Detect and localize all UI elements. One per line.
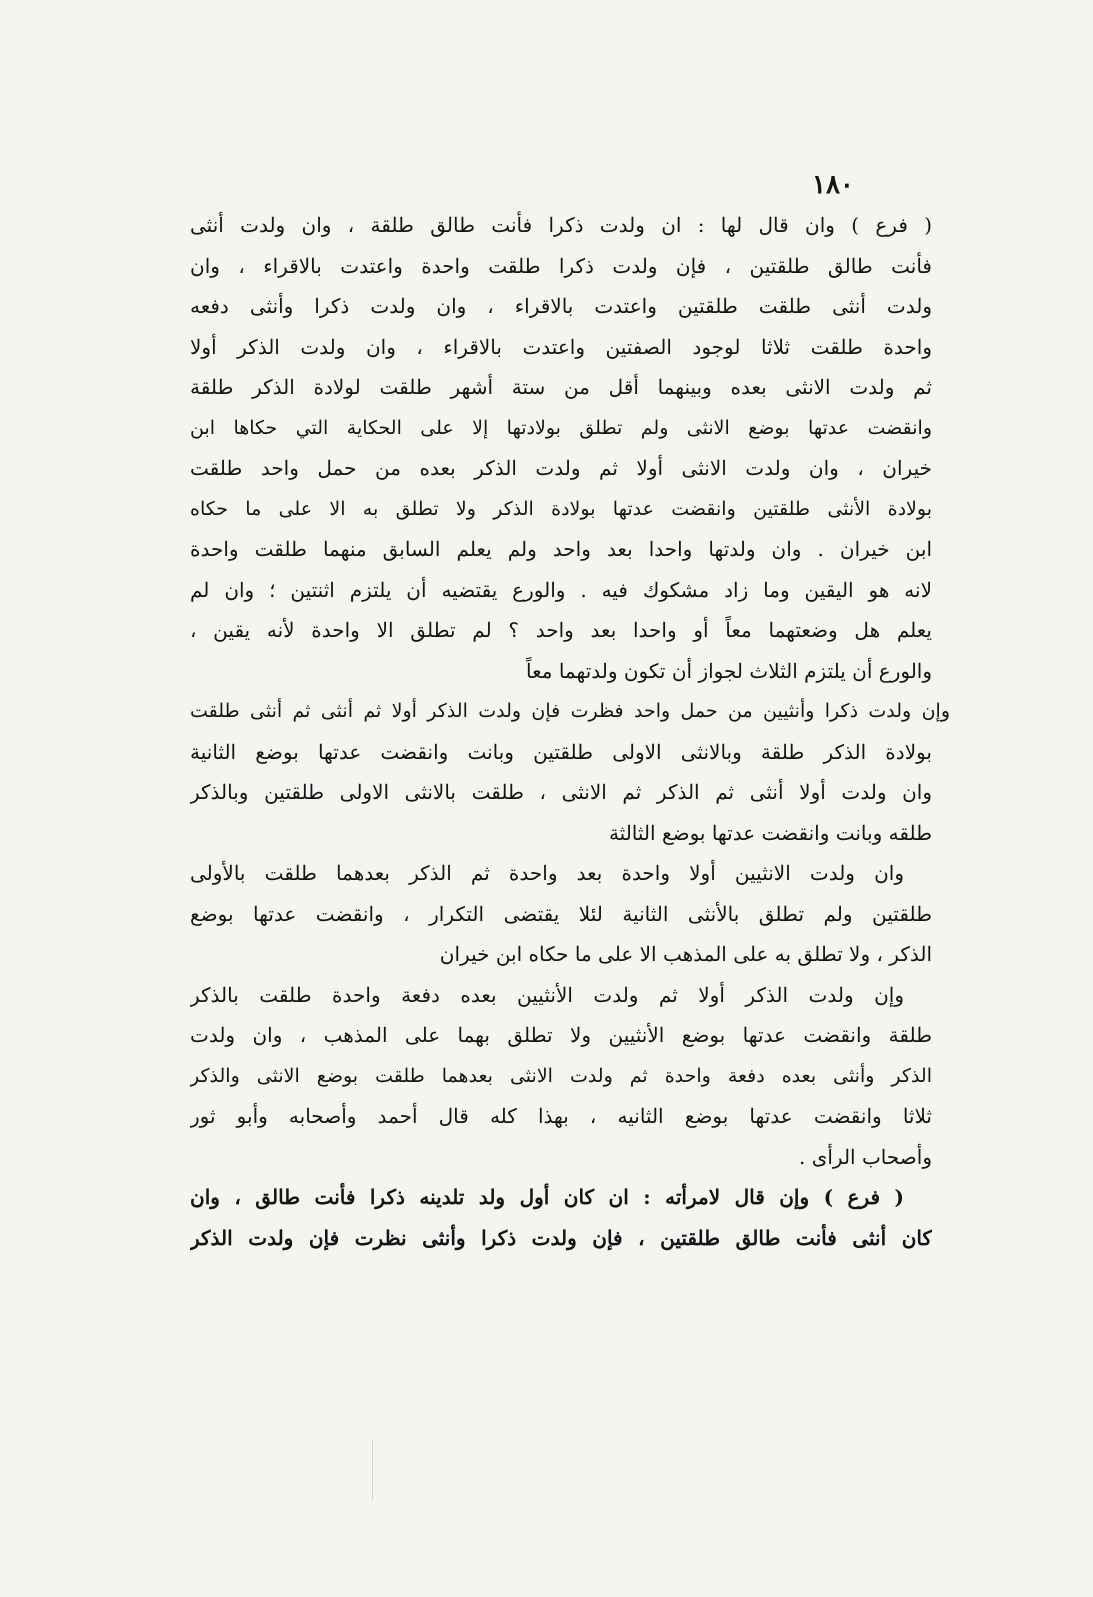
text-line: يعلم هل وضعتهما معاً أو واحدا بعد واحد ؟ لم تطلق الا واحدة لأنه يقين ،: [190, 618, 932, 642]
text-line: ثلاثا وانقضت عدتها بوضع الثانيه ، بهذا كله قال أحمد وأصحابه وأبو ثور: [190, 1104, 932, 1128]
text-line: طلقتين ولم تطلق بالأنثى الثانية لئلا يقتضى التكرار ، وانقضت عدتها بوضع: [190, 901, 932, 926]
text-line: واحدة طلقت ثلاثا لوجود الصفتين واعتدت بالاقراء ، وان ولدت الذكر أولا: [190, 334, 932, 359]
text-line: وإن ولدت ذكرا وأنثيين من حمل واحد فظرت فإن ولدت الذكر أولا ثم أنثى ثم أنثى طلقت: [190, 700, 950, 722]
page-number: ١٨٠: [812, 170, 854, 200]
text-line: وأصحاب الرأى .: [799, 1144, 932, 1169]
text-line: بولادة الذكر طلقة وبالانثى الاولى طلقتين وبانت وانقضت عدتها بوضع الثانية: [190, 739, 932, 764]
text-line: وإن ولدت الذكر أولا ثم ولدت الأنثيين بعده دفعة واحدة طلقت بالذكر: [190, 982, 904, 1007]
text-line: ( فرع ) وان قال لها : ان ولدت ذكرا فأنت طالق طلقة ، وان ولدت أنثى: [190, 213, 932, 237]
text-line: خيران ، وان ولدت الانثى أولا ثم ولدت الذكر بعده من حمل واحد طلقت: [190, 456, 932, 480]
text-line: طلقه وبانت وانقضت عدتها بوضع الثالثة: [608, 820, 932, 845]
text-line: الذكر وأنثى بعده دفعة واحدة ثم ولدت الانثى بعدهما طلقت بوضع الانثى والذكر: [190, 1064, 932, 1087]
text-line: فأنت طالق طلقتين ، فإن ولدت ذكرا طلقت واحدة واعتدت بالاقراء ، وان: [190, 253, 932, 278]
text-line: والورع أن يلتزم الثلاث لجواز أن تكون ولدتهما معاً: [526, 658, 932, 683]
text-line: الذكر ، ولا تطلق به على المذهب الا على ما حكاه ابن خيران: [439, 942, 932, 966]
text-line: ( فرع ) وإن قال لامرأته : ان كان أول ولد تلدينه ذكرا فأنت طالق ، وان: [190, 1185, 904, 1209]
text-line: ثم ولدت الانثى بعده وبينهما أقل من ستة أشهر طلقت لولادة الذكر طلقة: [190, 375, 932, 399]
text-line: كان أنثى فأنت طالق طلقتين ، فإن ولدت ذكرا وأنثى نظرت فإن ولدت الذكر: [190, 1225, 932, 1250]
text-line: ابن خيران . وان ولدتها واحدا بعد واحد ولم يعلم السابق منهما طلقت واحدة: [190, 537, 932, 561]
text-line: طلقة وانقضت عدتها بوضع الأنثيين ولا تطلق بهما على المذهب ، وان ولدت: [190, 1023, 932, 1047]
text-line: ولدت أنثى طلقت طلقتين واعتدت بالاقراء ، وان ولدت ذكرا وأنثى دفعه: [190, 294, 932, 318]
text-line: بولادة الأنثى طلقتين وانقضت عدتها بولادة الذكر ولا تطلق به الا على ما حكاه: [190, 497, 932, 520]
paper-scratch-mark: [372, 1440, 373, 1500]
text-line: لانه هو اليقين وما زاد مشكوك فيه . والورع يقتضيه أن يلتزم اثنتين ؛ وان لم: [190, 577, 932, 602]
main-text: [190, 205, 950, 1258]
text-line: وان ولدت أولا أنثى ثم الذكر ثم الانثى ، طلقت بالانثى الاولى طلقتين وبالذكر: [190, 780, 932, 804]
text-line: وانقضت عدتها بوضع الانثى ولم تطلق بولادتها إلا على الحكاية التي حكاها ابن: [190, 416, 932, 439]
text-line: وان ولدت الانثيين أولا واحدة بعد واحدة ثم الذكر بعدهما طلقت بالأولى: [190, 861, 904, 885]
